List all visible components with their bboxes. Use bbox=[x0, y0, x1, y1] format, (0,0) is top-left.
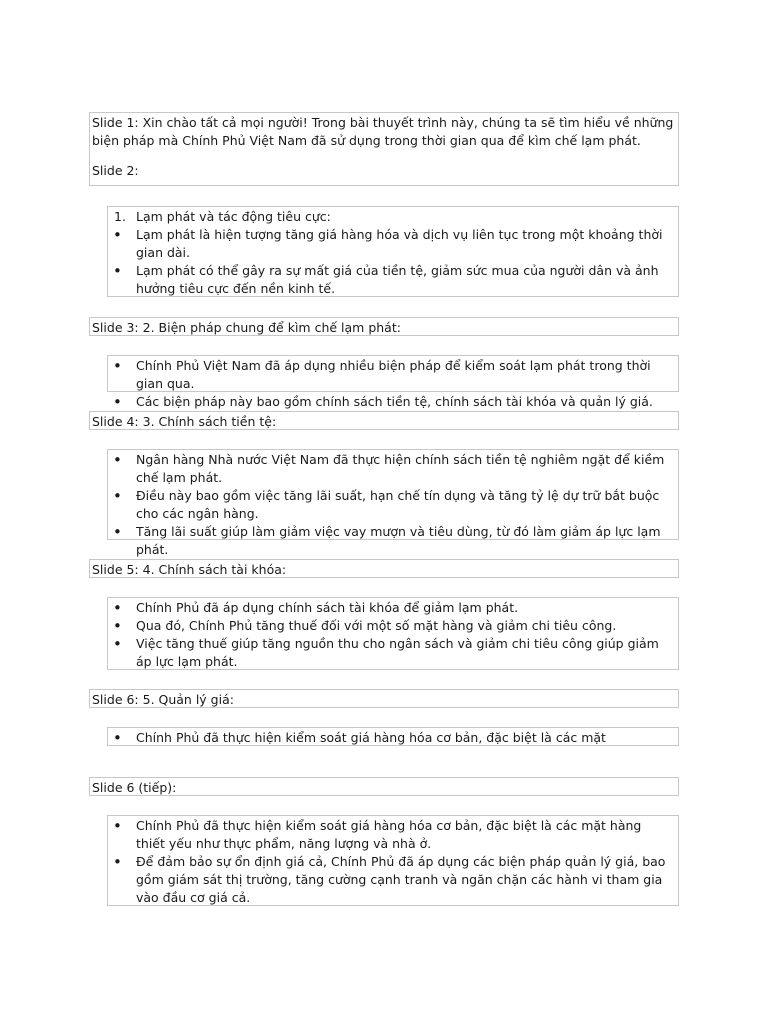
bullet-icon: • bbox=[113, 817, 122, 835]
list-item: • Chính Phủ đã áp dụng chính sách tài khóa để giảm lạm phát. bbox=[113, 599, 519, 617]
list-item: • Chính Phủ đã thực hiện kiểm soát giá hàng hóa cơ bản, đặc biệt là các mặt hàng thiết yếu như thực phẩm, năng lượng và nhà ở. bbox=[113, 817, 642, 851]
slide5-heading: Slide 5: 4. Chính sách tài khóa: bbox=[89, 559, 679, 578]
bullet-icon: • bbox=[113, 226, 122, 244]
slide3-heading: Slide 3: 2. Biện pháp chung để kìm chế lạm phát: bbox=[89, 317, 679, 336]
bullet-icon: • bbox=[113, 853, 122, 871]
list-item: • Các biện pháp này bao gồm chính sách tiền tệ, chính sách tài khóa và quản lý giá. bbox=[113, 393, 653, 411]
list-item: 1. Lạm phát và tác động tiêu cực: bbox=[114, 209, 331, 224]
list-item: • Tăng lãi suất giúp làm giảm việc vay mượn và tiêu dùng, từ đó làm giảm áp lực lạm phát. bbox=[113, 523, 661, 557]
list-item: • Ngân hàng Nhà nước Việt Nam đã thực hiện chính sách tiền tệ nghiêm ngặt để kiềm chế lạm phát. bbox=[113, 451, 665, 485]
list-item: • Điều này bao gồm việc tăng lãi suất, hạn chế tín dụng và tăng tỷ lệ dự trữ bắt buộc cho các ngân hàng. bbox=[113, 487, 660, 521]
list-item: • Việc tăng thuế giúp tăng nguồn thu cho ngân sách và giảm chi tiêu công giúp giảm áp lực lạm phát. bbox=[113, 635, 659, 669]
bullet-icon: • bbox=[113, 451, 122, 469]
slide4-heading: Slide 4: 3. Chính sách tiền tệ: bbox=[89, 411, 679, 430]
list-item: • Lạm phát là hiện tượng tăng giá hàng hóa và dịch vụ liên tục trong một khoảng thời gian dài. bbox=[113, 226, 663, 260]
slide4-list bbox=[107, 449, 679, 557]
slide6b-heading: Slide 6 (tiếp): bbox=[89, 777, 679, 796]
slide6-list bbox=[107, 727, 679, 746]
bullet-icon: • bbox=[113, 729, 122, 747]
bullet-icon: • bbox=[113, 357, 122, 375]
slide6-heading: Slide 6: 5. Quản lý giá: bbox=[89, 689, 679, 708]
bullet-icon: • bbox=[113, 523, 122, 541]
list-item: • Chính Phủ Việt Nam đã áp dụng nhiều biện pháp để kiểm soát lạm phát trong thời gian qua. bbox=[113, 357, 651, 391]
slide5-list bbox=[107, 597, 679, 670]
slide2-label: Slide 2: bbox=[92, 163, 139, 178]
bullet-icon: • bbox=[113, 617, 122, 635]
bullet-icon: • bbox=[113, 262, 122, 280]
bullet-icon: • bbox=[113, 393, 122, 411]
slide6b-list bbox=[107, 815, 679, 906]
slide3-list bbox=[107, 355, 679, 411]
bullet-icon: • bbox=[113, 635, 122, 653]
list-item: • Chính Phủ đã thực hiện kiểm soát giá hàng hóa cơ bản, đặc biệt là các mặt bbox=[113, 729, 606, 747]
list-item: • Lạm phát có thể gây ra sự mất giá của tiền tệ, giảm sức mua của người dân và ảnh hưởng tiêu cực đến nền kinh tế. bbox=[113, 262, 659, 296]
slide2-list bbox=[107, 206, 679, 297]
list-item: • Để đảm bảo sự ổn định giá cả, Chính Phủ đã áp dụng các biện pháp quản lý giá, bao gồm giám sát thị trường, tăng cường cạnh tranh và ngăn chặn các hành vi tham gia vào đầu cơ giá cả. bbox=[113, 853, 666, 905]
bullet-icon: • bbox=[113, 599, 122, 617]
bullet-icon: • bbox=[113, 487, 122, 505]
slide1-text: Slide 1: Xin chào tất cả mọi người! Trong bài thuyết trình này, chúng ta sẽ tìm hiểu về những biện pháp mà Chính Phủ Việt Nam đã sử dụng trong thời gian qua để kìm chế lạm phát. bbox=[92, 115, 674, 148]
slide1-block bbox=[89, 112, 679, 186]
list-item: • Qua đó, Chính Phủ tăng thuế đối với một số mặt hàng và giảm chi tiêu công. bbox=[113, 617, 617, 635]
